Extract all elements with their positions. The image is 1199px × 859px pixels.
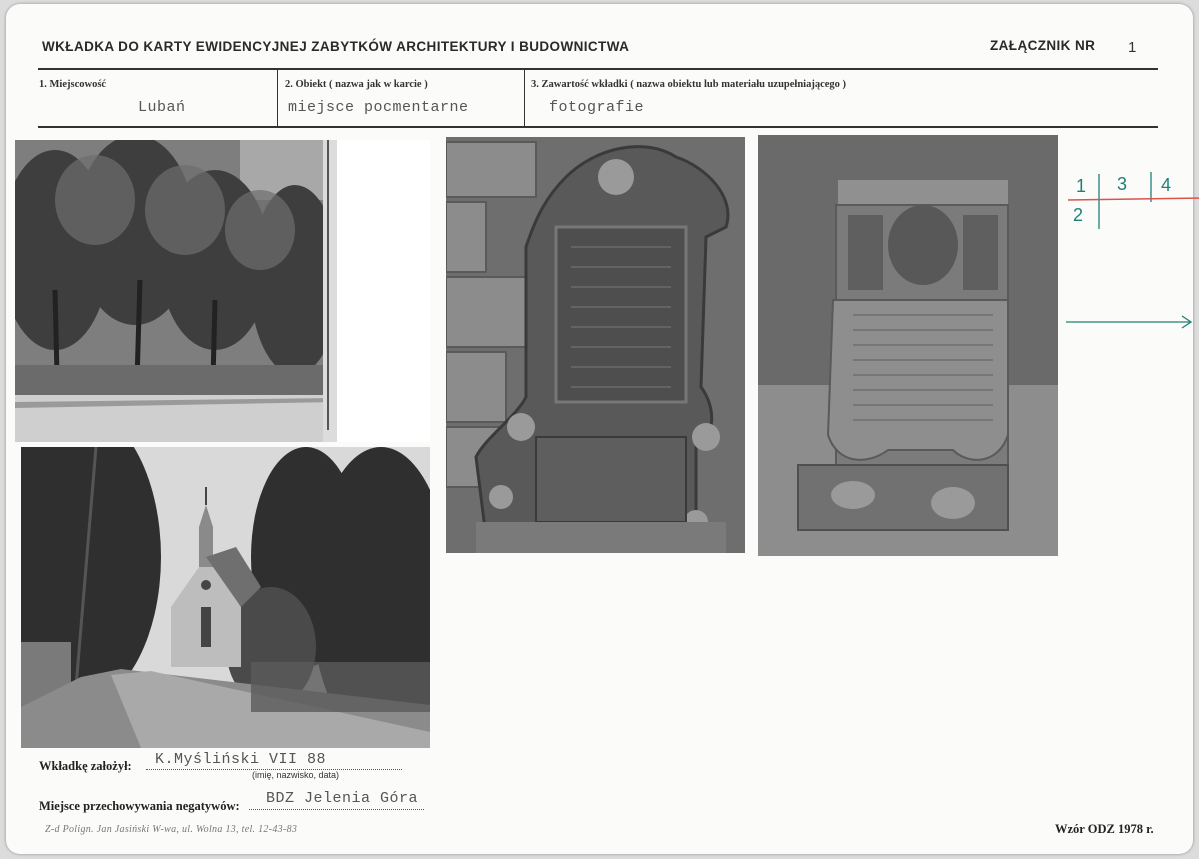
photo-stone-epitaph-plaque: [758, 135, 1058, 556]
founder-label: Wkładkę założył:: [39, 759, 132, 773]
layout-digit-1: 1: [1076, 176, 1087, 196]
negatives-dotted-line: [249, 809, 424, 810]
photo-church-and-road: [21, 447, 430, 748]
field-object-value: miejsce pocmentarne: [288, 99, 469, 116]
printer-imprint: Z-d Polign. Jan Jasiński W-wa, ul. Wolna 13, tel. 12-43-83: [45, 824, 298, 835]
layout-digit-3: 3: [1117, 174, 1128, 194]
founder-note: (imię, nazwisko, data): [252, 770, 340, 780]
annex-label: ZAŁĄCZNIK NR: [990, 38, 1096, 53]
photo-baroque-epitaph: [446, 137, 745, 553]
top-rule: [38, 68, 1158, 70]
field-contents-value: fotografie: [549, 99, 645, 116]
inventory-card-insert: [6, 4, 1193, 854]
handwritten-layout-key: [1064, 164, 1199, 334]
annex-number: 1: [1128, 39, 1137, 56]
form-title: WKŁADKA DO KARTY EWIDENCYJNEJ ZABYTKÓW ARCHITEKTURY I BUDOWNICTWA: [42, 39, 630, 54]
photo-tree-lined-road: [15, 140, 430, 442]
field-object-caption: 2. Obiekt ( nazwa jak w karcie ): [285, 79, 428, 90]
field-locality-caption: 1. Miejscowość: [39, 79, 107, 90]
field-divider-1: [277, 69, 278, 126]
negatives-value: BDZ Jelenia Góra: [266, 790, 419, 807]
bottom-rule: [38, 126, 1158, 128]
founder-value: K.Myśliński VII 88: [155, 751, 327, 768]
field-divider-2: [524, 69, 525, 126]
field-locality-value: Lubań: [138, 99, 186, 116]
layout-digit-4: 4: [1161, 175, 1172, 195]
layout-digit-2: 2: [1073, 205, 1084, 225]
field-contents-caption: 3. Zawartość wkładki ( nazwa obiektu lub materiału uzupełniającego ): [531, 79, 847, 90]
form-code: Wzór ODZ 1978 r.: [1055, 822, 1154, 836]
negatives-label: Miejsce przechowywania negatywów:: [39, 799, 240, 813]
